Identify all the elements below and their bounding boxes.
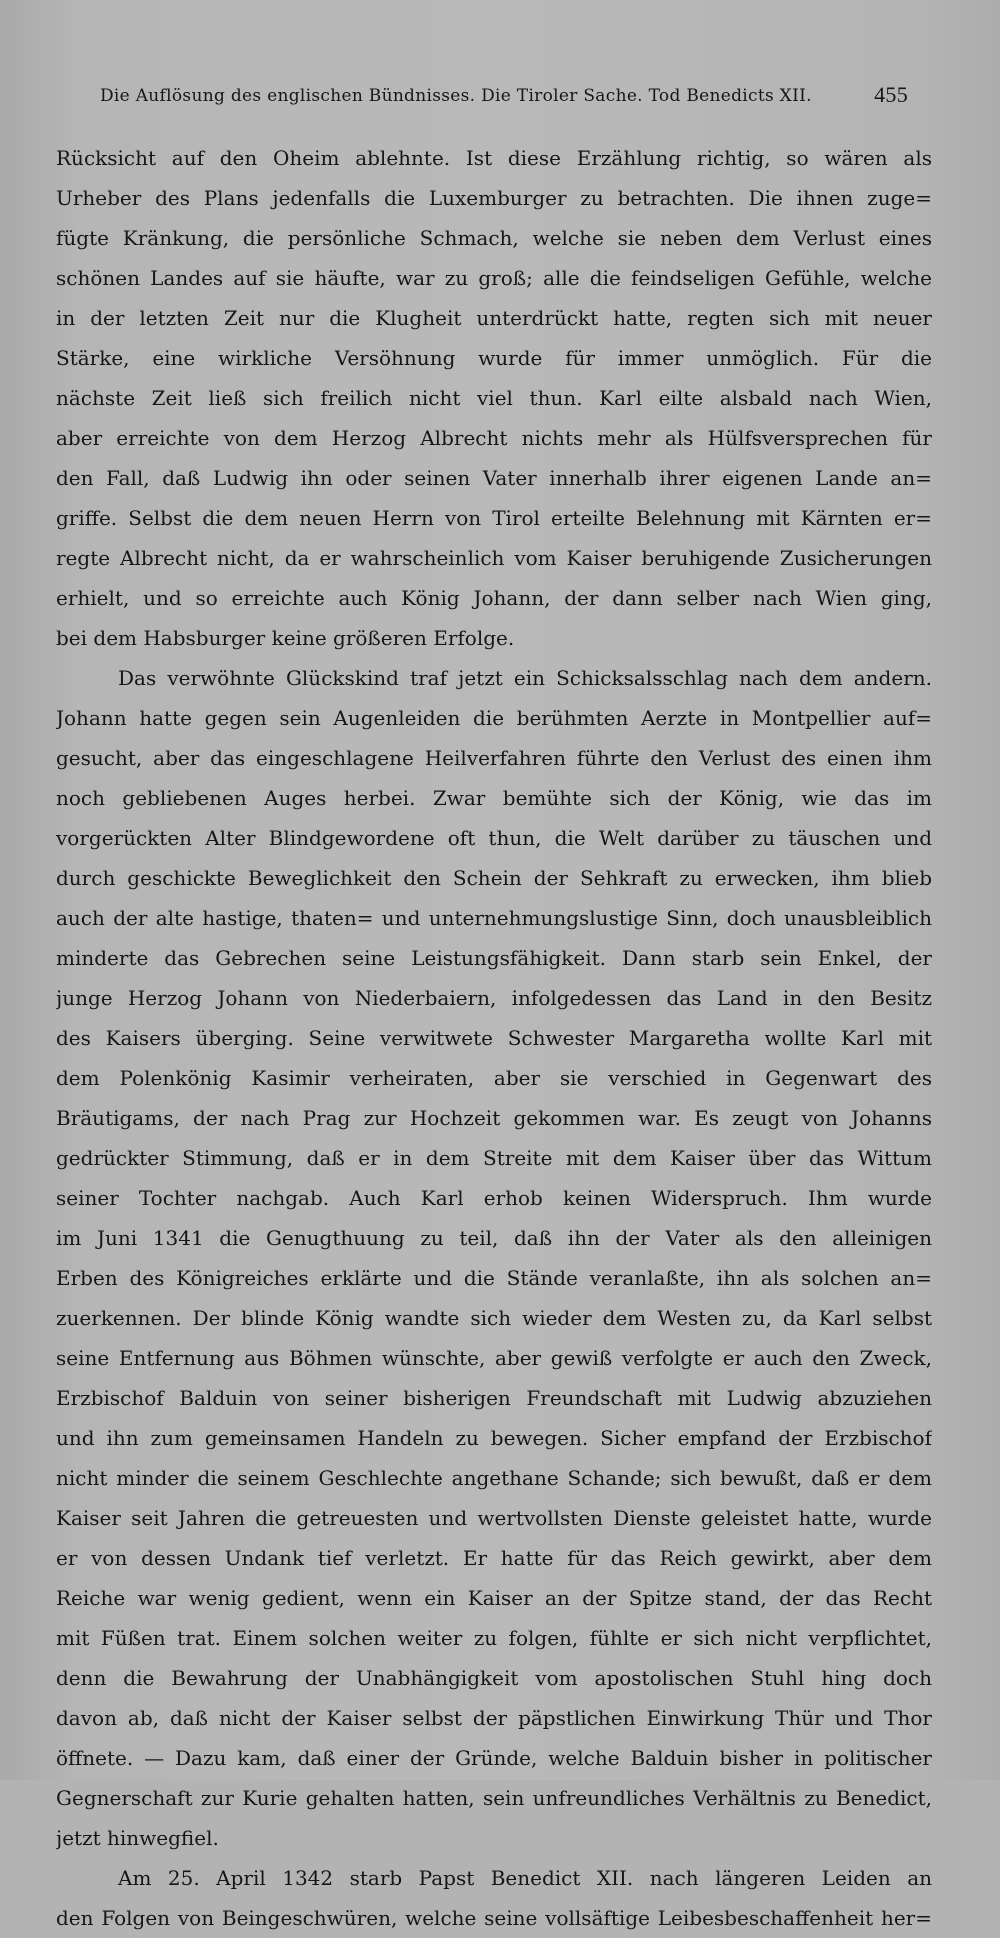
text-line: vorgerückten Alter Blindgewordene oft thun, die Welt darüber zu täuschen und <box>56 826 932 850</box>
text-line: griffe. Selbst die dem neuen Herrn von Tirol erteilte Belehnung mit Kärnten er= <box>56 506 932 530</box>
text-line: nicht minder die seinem Geschlechte angethane Schande; sich bewußt, daß er dem <box>56 1466 932 1490</box>
text-line: Erzbischof Balduin von seiner bisherigen Freundschaft mit Ludwig abzuziehen <box>56 1386 932 1410</box>
text-line: durch geschickte Beweglichkeit den Schein der Sehkraft zu erwecken, ihm blieb <box>56 866 932 890</box>
text-line: jetzt hinwegfiel. <box>56 1826 219 1850</box>
text-line: Am 25. April 1342 starb Papst Benedict XII. nach längeren Leiden an <box>118 1866 932 1890</box>
text-line: den Folgen von Beingeschwüren, welche seine vollsäftige Leibesbeschaffenheit her= <box>56 1906 932 1930</box>
text-line: seiner Tochter nachgab. Auch Karl erhob keinen Widerspruch. Ihm wurde <box>56 1186 932 1210</box>
text-line: gesucht, aber das eingeschlagene Heilverfahren führte den Verlust des einen ihm <box>56 746 932 770</box>
text-line: zuerkennen. Der blinde König wandte sich wieder dem Westen zu, da Karl selbst <box>56 1306 932 1330</box>
text-line: seine Entfernung aus Böhmen wünschte, aber gewiß verfolgte er auch den Zweck, <box>56 1346 932 1370</box>
text-line: er von dessen Undank tief verletzt. Er hatte für das Reich gewirkt, aber dem <box>56 1546 932 1570</box>
text-line: Das verwöhnte Glückskind traf jetzt ein Schicksalsschlag nach dem andern. <box>118 666 932 690</box>
text-line: dem Polenkönig Kasimir verheiraten, aber sie verschied in Gegenwart des <box>56 1066 932 1090</box>
text-line: im Juni 1341 die Genugthuung zu teil, daß ihn der Vater als den alleinigen <box>56 1226 932 1250</box>
text-line: minderte das Gebrechen seine Leistungsfähigkeit. Dann starb sein Enkel, der <box>56 946 932 970</box>
text-line: Reiche war wenig gedient, wenn ein Kaiser an der Spitze stand, der das Recht <box>56 1586 932 1610</box>
text-line: schönen Landes auf sie häufte, war zu groß; alle die feindseligen Gefühle, welche <box>56 266 932 290</box>
text-line: in der letzten Zeit nur die Klugheit unterdrückt hatte, regten sich mit neuer <box>56 306 932 330</box>
text-line: Urheber des Plans jedenfalls die Luxemburger zu betrachten. Die ihnen zuge= <box>56 186 932 210</box>
text-line: öffnete. — Dazu kam, daß einer der Gründe, welche Balduin bisher in politischer <box>56 1746 932 1770</box>
text-line: Gegnerschaft zur Kurie gehalten hatten, sein unfreundliches Verhältnis zu Benedict, <box>56 1786 932 1810</box>
text-line: fügte Kränkung, die persönliche Schmach, welche sie neben dem Verlust eines <box>56 226 932 250</box>
text-line: Bräutigams, der nach Prag zur Hochzeit gekommen war. Es zeugt von Johanns <box>56 1106 932 1130</box>
page-header <box>100 80 908 114</box>
text-line: aber erreichte von dem Herzog Albrecht nichts mehr als Hülfsversprechen für <box>56 426 932 450</box>
text-line: gedrückter Stimmung, daß er in dem Streite mit dem Kaiser über das Wittum <box>56 1146 932 1170</box>
text-line: des Kaisers überging. Seine verwitwete Schwester Margaretha wollte Karl mit <box>56 1026 932 1050</box>
text-line: den Fall, daß Ludwig ihn oder seinen Vater innerhalb ihrer eigenen Lande an= <box>56 466 932 490</box>
text-line: davon ab, daß nicht der Kaiser selbst der päpstlichen Einwirkung Thür und Thor <box>56 1706 932 1730</box>
text-line: mit Füßen trat. Einem solchen weiter zu folgen, fühlte er sich nicht verpflichtet, <box>56 1626 932 1650</box>
text-line: noch gebliebenen Auges herbei. Zwar bemühte sich der König, wie das im <box>56 786 932 810</box>
running-title: Die Auflösung des englischen Bündnisses. Die Tiroler Sache. Tod Benedicts XII. <box>100 86 812 106</box>
body-text <box>56 138 932 1938</box>
text-line: bei dem Habsburger keine größeren Erfolge. <box>56 626 515 650</box>
text-line: Rücksicht auf den Oheim ablehnte. Ist diese Erzählung richtig, so wären als <box>56 146 932 170</box>
text-line: und ihn zum gemeinsamen Handeln zu bewegen. Sicher empfand der Erzbischof <box>56 1426 932 1450</box>
text-line: regte Albrecht nicht, da er wahrscheinlich vom Kaiser beruhigende Zusicherungen <box>56 546 932 570</box>
text-line: erhielt, und so erreichte auch König Johann, der dann selber nach Wien ging, <box>56 586 932 610</box>
text-line: Johann hatte gegen sein Augenleiden die berühmten Aerzte in Montpellier auf= <box>56 706 932 730</box>
text-line: Erben des Königreiches erklärte und die Stände veranlaßte, ihn als solchen an= <box>56 1266 932 1290</box>
text-line: nächste Zeit ließ sich freilich nicht viel thun. Karl eilte alsbald nach Wien, <box>56 386 932 410</box>
text-line: Kaiser seit Jahren die getreuesten und wertvollsten Dienste geleistet hatte, wurde <box>56 1506 932 1530</box>
text-line: denn die Bewahrung der Unabhängigkeit vom apostolischen Stuhl hing doch <box>56 1666 932 1690</box>
page-number: 455 <box>874 82 908 107</box>
text-line: junge Herzog Johann von Niederbaiern, infolgedessen das Land in den Besitz <box>56 986 932 1010</box>
text-line: Stärke, eine wirkliche Versöhnung wurde für immer unmöglich. Für die <box>56 346 932 370</box>
text-line: auch der alte hastige, thaten= und unternehmungslustige Sinn, doch unausbleiblich <box>56 906 932 930</box>
